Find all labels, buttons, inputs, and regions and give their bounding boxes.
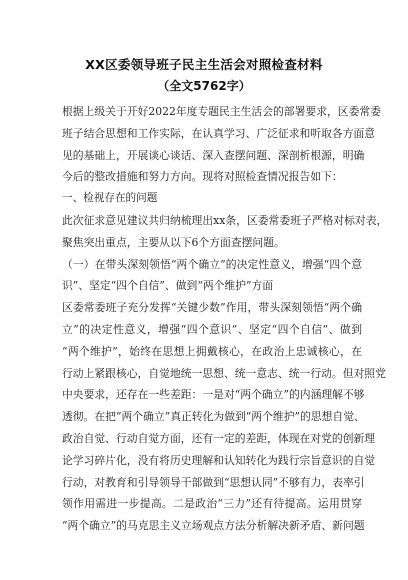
paragraph-line: “两个维护”，始终在思想上拥戴核心，在政治上忠诚核心，在 [62,344,362,358]
paragraph-line: 透彻。在把“两个确立”真正转化为做到“两个维护”的思想自觉、 [62,410,365,424]
paragraph-line: “两个确立”的马克思主义立场观点方法分析解决新矛盾、新问题 [62,519,365,533]
paragraph-line: 此次征求意见建议共归纳梳理出xx条，区委常委班子严格对标对表， [62,213,388,227]
paragraph-line: 行动，对教育和引导领导干部做到“思想认同”不够有力，表率引 [62,475,365,489]
paragraph-line: 今后的整改措施和努力方向。现将对照检查情况报告如下： [62,170,343,184]
paragraph-line: 领作用需进一步提高。二是政治“三力”还有待提高。运用贯穿 [62,497,362,511]
paragraph-line: 立”的决定性意义，增强“四个意识”、坚定“四个自信”、做到 [62,322,362,336]
document-title: XX区委领导班子民主生活会对照检查材料 [85,57,323,72]
paragraph-line: 班子结合思想和工作实际，在认真学习、广泛征求和听取各方面意 [62,126,376,140]
paragraph-line: 中央要求，还存在一些差距：一是对“两个确立”的内涵理解不够 [62,388,365,402]
paragraph-line: 见的基础上，开展谈心谈话、深入查摆问题、深剖析根源，明确 [62,148,365,162]
subsection-heading: （一）在带头深刻领悟“两个确立”的决定性意义，增强“四个意 [62,257,362,271]
paragraph-line: 根据上级关于开好2022年度专题民主生活会的部署要求，区委常委 [62,105,381,118]
document-body [62,101,388,537]
document-subtitle: （全文5762字） [157,79,251,93]
subsection-heading: 识”、坚定“四个自信”、做到“两个维护”方面 [62,279,274,293]
section-heading: 一、检视存在的问题 [62,192,158,205]
paragraph-line: 论学习碎片化，没有将历史理解和认知转化为践行宗旨意识的自觉 [62,453,376,467]
paragraph-line: 区委常委班子充分发挥“关键少数”作用，带头深刻领悟“两个确 [62,301,362,315]
paragraph-line: 政治自觉、行动自觉方面，还有一定的差距，体现在对党的创新理 [62,431,376,445]
paragraph-line: 行动上紧跟核心，自觉地统一思想、统一意志、统一行动。但对照党 [62,366,386,380]
paragraph-line: 聚焦突出重点，主要从以下6个方面查摆问题。 [62,235,285,249]
